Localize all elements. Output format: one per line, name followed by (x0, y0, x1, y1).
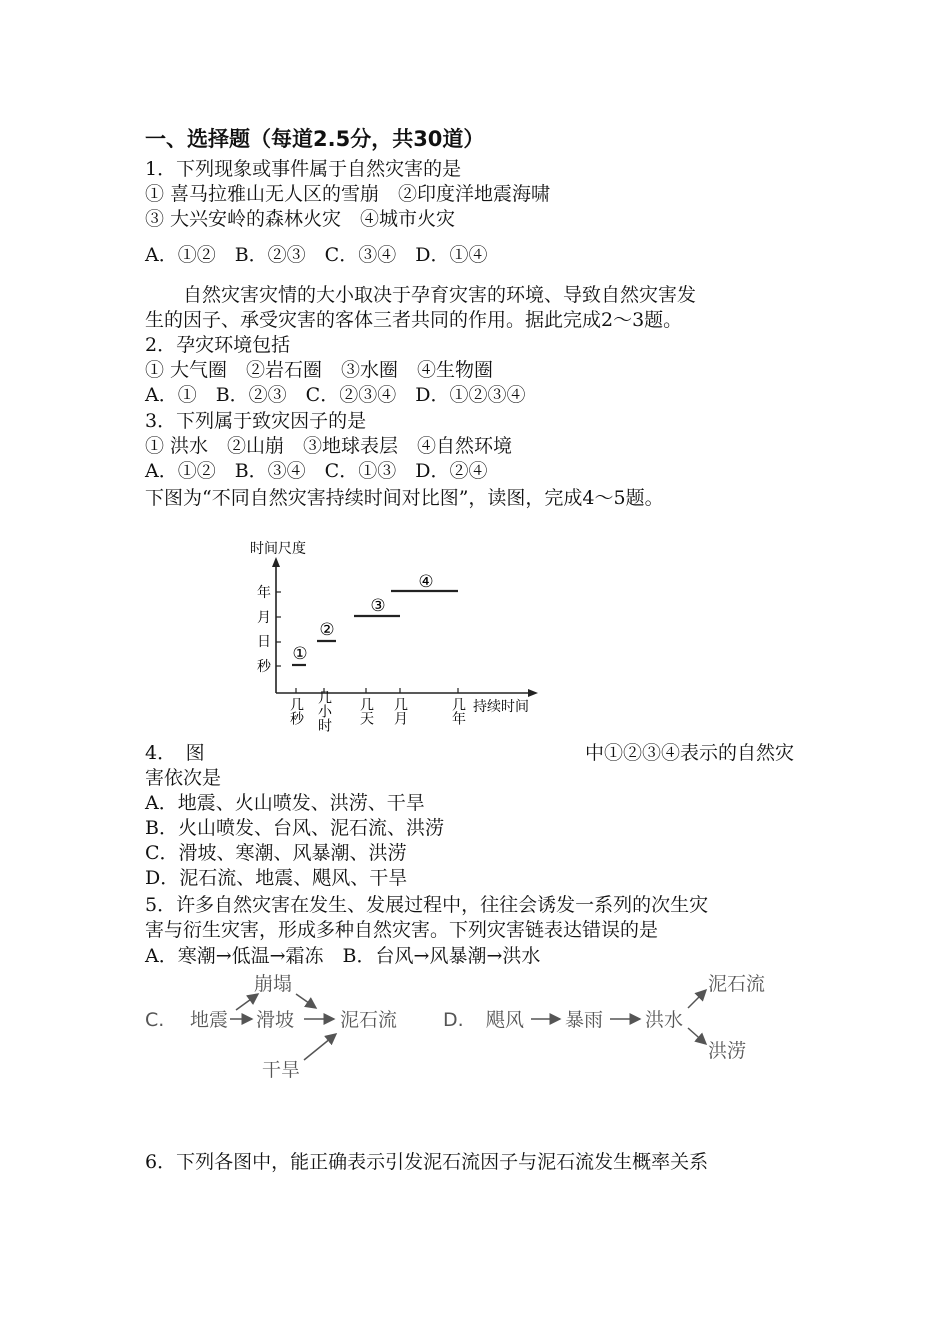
x-tick-label-months: 几月 (392, 697, 408, 725)
y-axis-title: 时间尺度 (250, 541, 306, 557)
chain-d-rainstorm: 暴雨 (565, 1009, 604, 1031)
marker-2: ② (319, 620, 335, 640)
q4-stem-left: 4． 图 (145, 742, 205, 764)
q3-line-1: ① 洪水 ②山崩 ③地球表层 ④自然环境 (145, 435, 513, 457)
section-title: 一、选择题（每道2.5分，共30道） (145, 127, 485, 151)
q4-option-b: B．火山喷发、台风、泥石流、洪涝 (145, 817, 444, 839)
chain-c-earthquake: 地震 (190, 1009, 229, 1031)
option-c-label: C. (145, 1009, 165, 1031)
q1-line-1: ① 喜马拉雅山无人区的雪崩 ②印度洋地震海啸 (145, 183, 551, 205)
chain-c-landslide: 滑坡 (256, 1009, 295, 1031)
intro-2-3-line-1: 自然灾害灾情的大小取决于孕育灾害的环境、导致自然灾害发 (145, 284, 697, 306)
marker-3: ③ (370, 596, 386, 616)
x-tick-label-hours: 几小时 (316, 690, 332, 732)
arrow-c-2 (236, 994, 258, 1010)
arrow-c-5 (304, 1034, 336, 1060)
q2-line-1: ① 大气圈 ②岩石圈 ③水圈 ④生物圈 (145, 359, 494, 381)
chain-d-flood: 洪水 (645, 1009, 684, 1031)
x-axis-title: 持续时间 (473, 699, 529, 715)
intro-4-5: 下图为“不同自然灾害持续时间对比图”，读图，完成4～5题。 (145, 487, 664, 509)
option-d-label: D. (443, 1009, 464, 1031)
intro-2-3-line-2: 生的因子、承受灾害的客体三者共同的作用。据此完成2～3题。 (145, 309, 683, 331)
y-axis-arrow (272, 557, 280, 567)
arrow-d-3 (688, 990, 706, 1008)
q4-option-a: A．地震、火山喷发、洪涝、干旱 (145, 792, 425, 814)
chain-c-collapse: 崩塌 (254, 973, 293, 995)
marker-1: ① (292, 644, 308, 664)
disaster-chain-figure (140, 966, 800, 1086)
q4-option-c: C．滑坡、寒潮、风暴潮、洪涝 (145, 842, 407, 864)
arrow-d-4 (688, 1028, 706, 1044)
disaster-duration-figure (248, 535, 548, 757)
arrow-c-3 (296, 994, 316, 1008)
q3-options: A．①② B．③④ C．①③ D．②④ (145, 460, 488, 482)
x-axis-arrow (528, 689, 538, 697)
y-tick-label-second: 秒 (257, 659, 271, 675)
y-tick-label-month: 月 (257, 610, 271, 626)
q3-stem: 3．下列属于致灾因子的是 (145, 410, 367, 432)
q2-stem: 2．孕灾环境包括 (145, 334, 291, 356)
chain-c-drought: 干旱 (262, 1059, 301, 1081)
q1-options: A．①② B．②③ C．③④ D．①④ (145, 244, 488, 266)
q6-stem: 6．下列各图中，能正确表示引发泥石流因子与泥石流发生概率关系 (145, 1151, 709, 1173)
x-tick-label-years: 几年 (450, 697, 466, 725)
q1-line-2: ③ 大兴安岭的森林火灾 ④城市火灾 (145, 208, 456, 230)
q5-stem-2: 害与衍生灾害，形成多种自然灾害。下列灾害链表达错误的是 (145, 919, 659, 941)
q4-option-d: D．泥石流、地震、飓风、干旱 (145, 867, 408, 889)
q5-stem-1: 5．许多自然灾害在发生、发展过程中，往往会诱发一系列的次生灾 (145, 894, 709, 916)
chain-d-waterlogging: 洪涝 (708, 1040, 747, 1062)
chain-d-debris-flow: 泥石流 (708, 973, 766, 995)
chain-c-debris-flow: 泥石流 (340, 1009, 398, 1031)
chain-d-hurricane: 飓风 (486, 1009, 525, 1031)
q5-options-ab: A．寒潮→低温→霜冻 B．台风→风暴潮→洪水 (145, 945, 541, 967)
q4-stem-right: 中①②③④表示的自然灾 (585, 742, 795, 764)
q1-stem: 1．下列现象或事件属于自然灾害的是 (145, 158, 462, 180)
y-tick-label-year: 年 (257, 585, 271, 601)
q4-stem-cont: 害依次是 (145, 767, 222, 789)
y-tick-label-day: 日 (257, 634, 271, 650)
x-tick-label-days: 几天 (358, 697, 374, 725)
q2-options: A．① B．②③ C．②③④ D．①②③④ (145, 384, 526, 406)
x-tick-label-seconds: 几秒 (288, 697, 304, 725)
marker-4: ④ (418, 572, 434, 592)
